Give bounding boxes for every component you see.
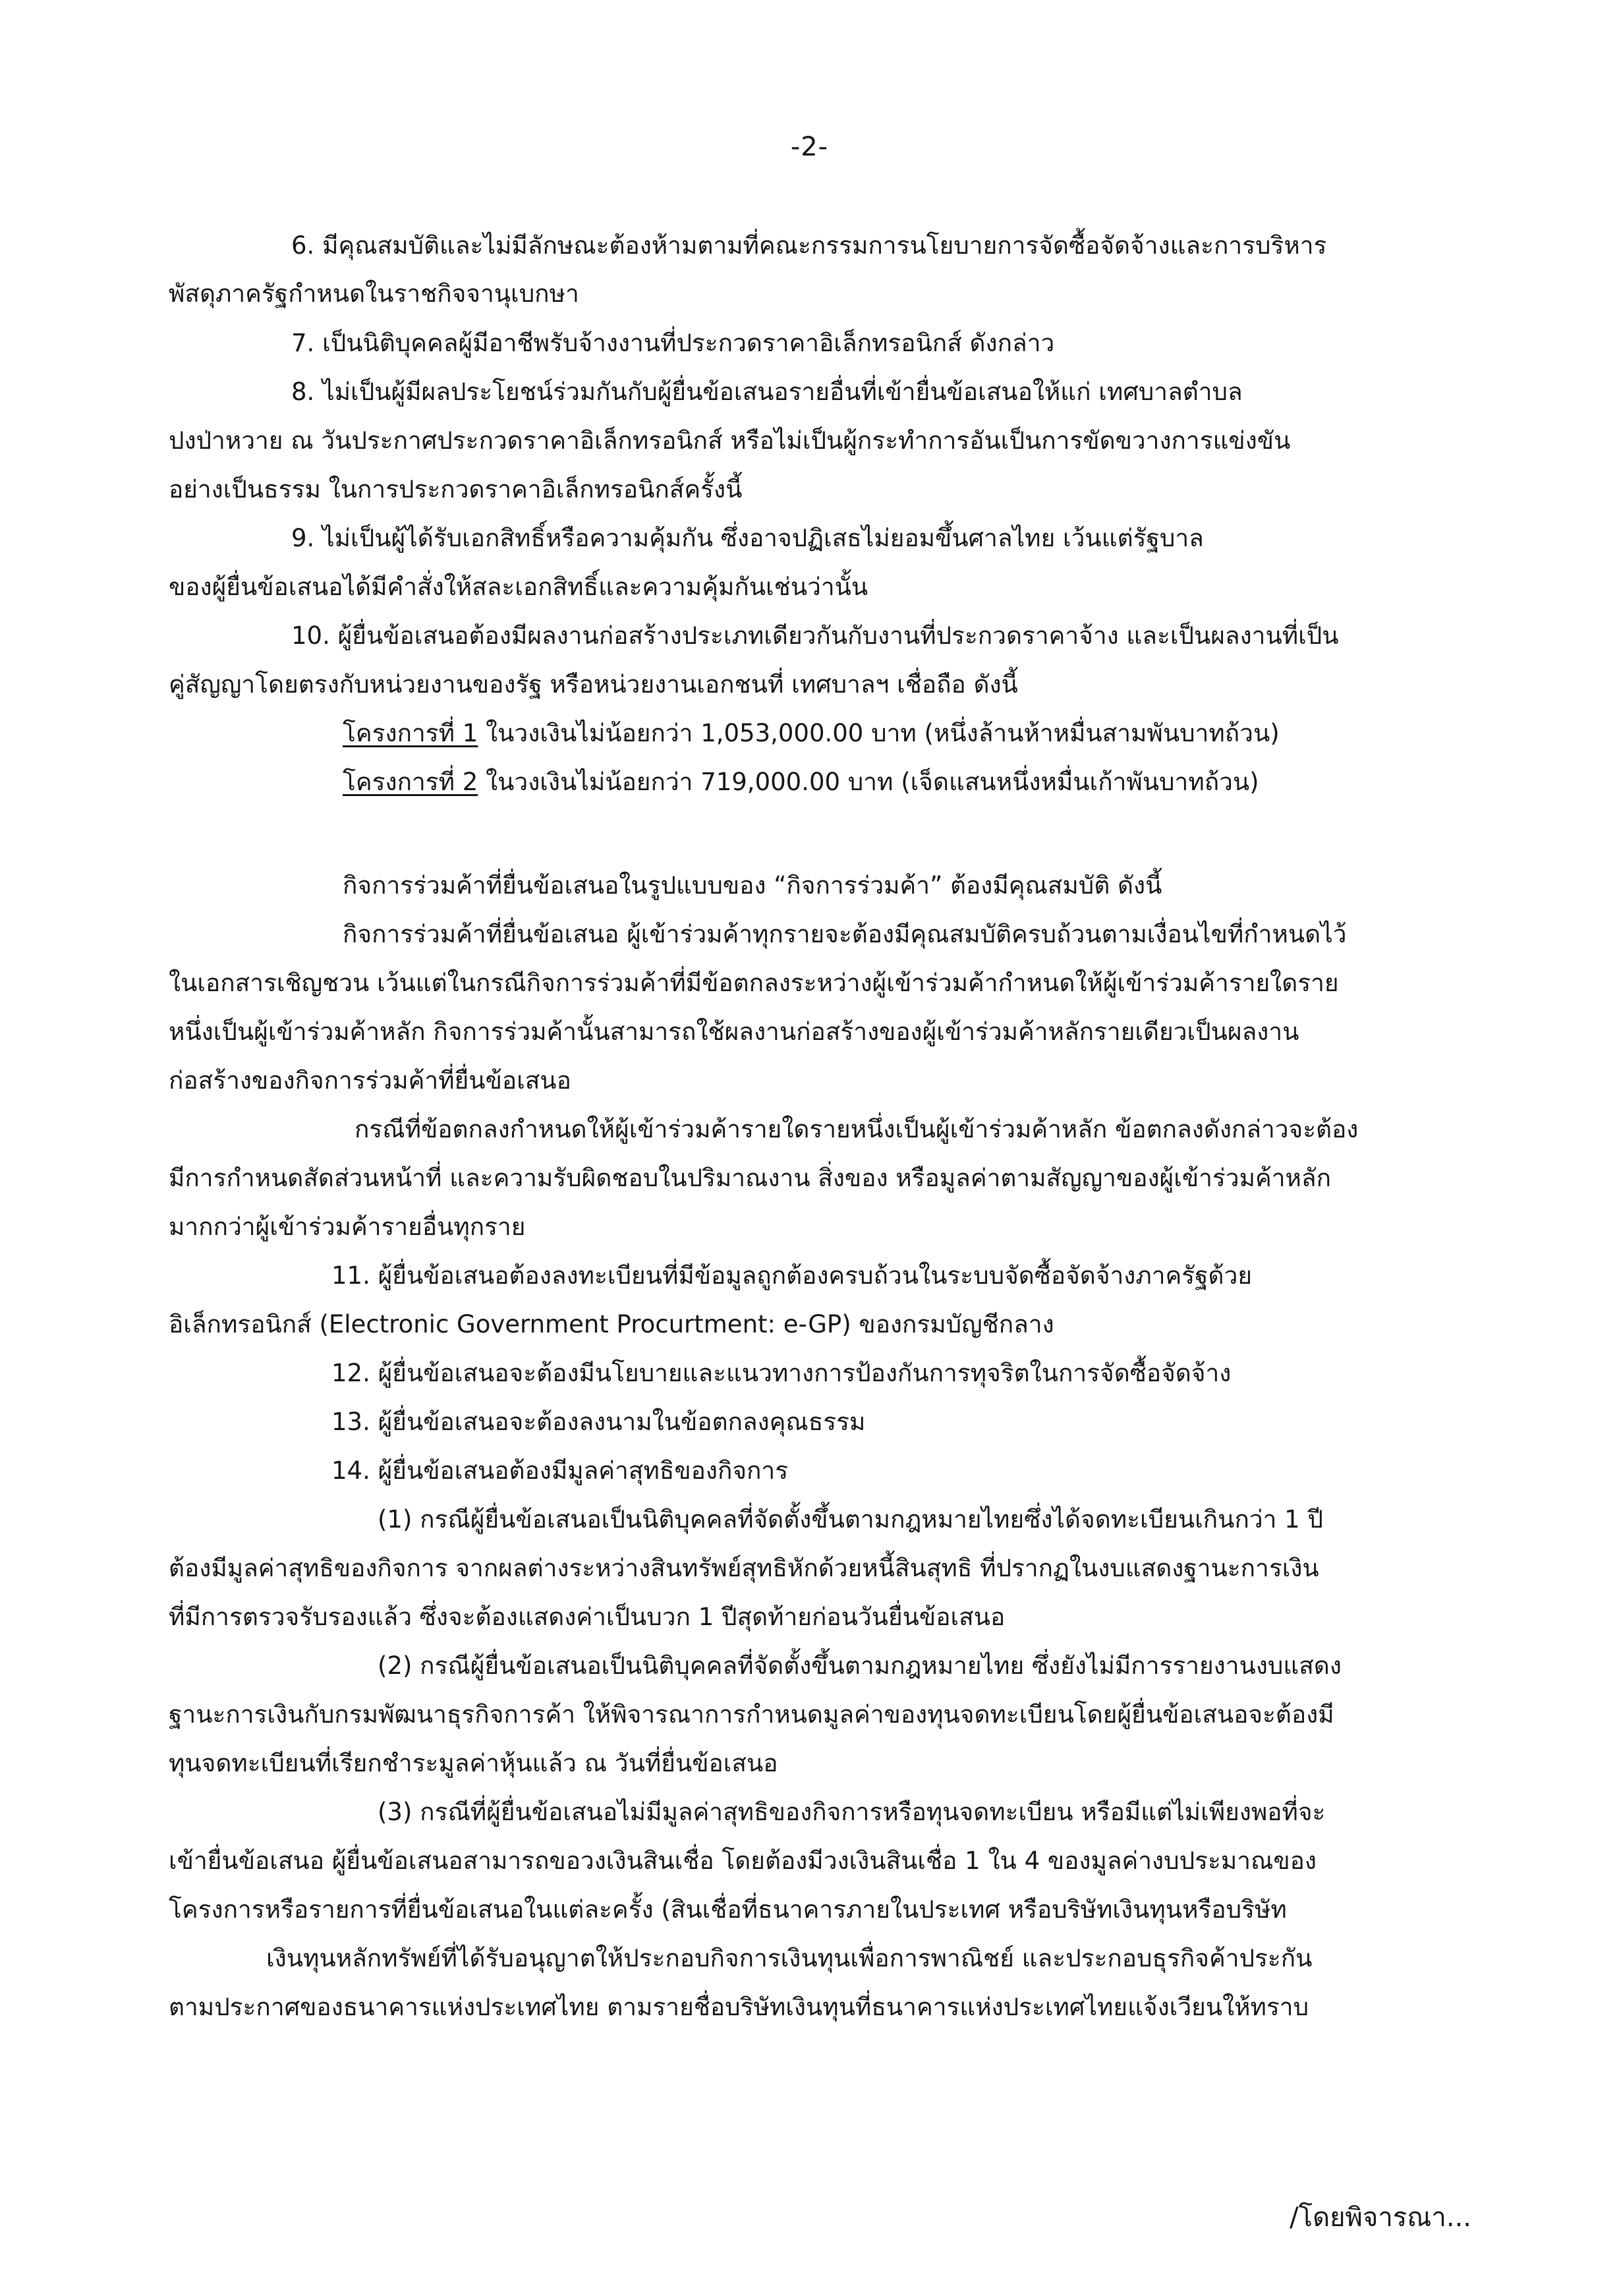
item-14-sub-3-line-2: เข้ายื่นข้อเสนอ ผู้ยื่นข้อเสนอสามารถขอวงเงินสินเชื่อ โดยต้องมีวงเงินสินเชื่อ 1 ใน 4 ของมูลค่างบประมาณของ bbox=[169, 1847, 1317, 1875]
project-2-label: โครงการที่ 2 bbox=[343, 768, 478, 796]
item-14-sub-3-line-3: โครงการหรือรายการที่ยื่นข้อเสนอในแต่ละครั้ง (สินเชื่อที่ธนาคารภายในประเทศ หรือบริษัทเงินทุนหรือบริษัท bbox=[169, 1895, 1287, 1924]
item-6-line-2: พัสดุภาครัฐกำหนดในราชกิจจานุเบกษา bbox=[169, 279, 579, 308]
item-14-sub-3-line-5: ตามประกาศของธนาคารแห่งประเทศไทย ตามรายชื่อบริษัทเงินทุนที่ธนาคารแห่งประเทศไทยแจ้งเวียนให้ทราบ bbox=[169, 1993, 1309, 2021]
item-11-line-2: อิเล็กทรอนิกส์ (Electronic Government Procurtment: e-GP) ของกรมบัญชีกลาง bbox=[169, 1310, 1054, 1338]
joint-venture-para-2-line-1: กรณีที่ข้อตกลงกำหนดให้ผู้เข้าร่วมค้ารายใดรายหนึ่งเป็นผู้เข้าร่วมค้าหลัก ข้อตกลงดังกล่าวจะต้อง bbox=[355, 1115, 1359, 1143]
project-2-line bbox=[343, 770, 1259, 794]
item-6-line-1: 6. มีคุณสมบัติและไม่มีลักษณะต้องห้ามตามที่คณะกรรมการนโยบายการจัดซื้อจัดจ้างและการบริหาร bbox=[291, 231, 1327, 260]
project-1-line bbox=[343, 721, 1280, 745]
joint-venture-intro: กิจการร่วมค้าที่ยื่นข้อเสนอในรูปแบบของ “กิจการร่วมค้า” ต้องมีคุณสมบัติ ดังนี้ bbox=[343, 871, 1162, 900]
joint-venture-para-1-line-1: กิจการร่วมค้าที่ยื่นข้อเสนอ ผู้เข้าร่วมค้าทุกรายจะต้องมีคุณสมบัติครบถ้วนตามเงื่อนไขที่กำหนดไว้ bbox=[343, 920, 1347, 948]
item-8-line-2: ปงป่าหวาย ณ วันประกาศประกวดราคาอิเล็กทรอนิกส์ หรือไม่เป็นผู้กระทำการอันเป็นการขัดขวางการแข่งขัน bbox=[169, 426, 1291, 455]
item-13-line-1: 13. ผู้ยื่นข้อเสนอจะต้องลงนามในข้อตกลงคุณธรรม bbox=[331, 1408, 866, 1436]
joint-venture-para-1-line-2: ในเอกสารเชิญชวน เว้นแต่ในกรณีกิจการร่วมค้าที่มีข้อตกลงระหว่างผู้เข้าร่วมค้ากำหนดให้ผู้เข้าร่วมค้ารายใดราย bbox=[169, 969, 1339, 997]
item-7-line-1: 7. เป็นนิติบุคคลผู้มีอาชีพรับจ้างงานที่ประกวดราคาอิเล็กทรอนิกส์ ดังกล่าว bbox=[291, 329, 1055, 357]
item-14-sub-2-line-1: (2) กรณีผู้ยื่นข้อเสนอเป็นนิติบุคคลที่จัดตั้งขึ้นตามกฎหมายไทย ซึ่งยังไม่มีการรายงานงบแสดง bbox=[378, 1651, 1342, 1680]
joint-venture-para-1-line-3: หนึ่งเป็นผู้เข้าร่วมค้าหลัก กิจการร่วมค้านั้นสามารถใช้ผลงานก่อสร้างของผู้เข้าร่วมค้าหลักรายเดียวเป็นผลงาน bbox=[169, 1018, 1299, 1046]
item-14-sub-3-line-1: (3) กรณีที่ผู้ยื่นข้อเสนอไม่มีมูลค่าสุทธิของกิจการหรือทุนจดทะเบียน หรือมีแต่ไม่เพียงพอที่จะ bbox=[378, 1798, 1326, 1826]
item-8-line-3: อย่างเป็นธรรม ในการประกวดราคาอิเล็กทรอนิกส์ครั้งนี้ bbox=[169, 475, 743, 503]
item-11-line-1: 11. ผู้ยื่นข้อเสนอต้องลงทะเบียนที่มีข้อมูลถูกต้องครบถ้วนในระบบจัดซื้อจัดจ้างภาครัฐด้วย bbox=[331, 1261, 1253, 1290]
item-9-line-1: 9. ไม่เป็นผู้ได้รับเอกสิทธิ์หรือความคุ้มกัน ซึ่งอาจปฏิเสธไม่ยอมขึ้นศาลไทย เว้นแต่รัฐบาล bbox=[291, 524, 1204, 552]
item-12-line-1: 12. ผู้ยื่นข้อเสนอจะต้องมีนโยบายและแนวทางการป้องกันการทุจริตในการจัดซื้อจัดจ้าง bbox=[331, 1359, 1232, 1387]
item-14-sub-1-line-2: ต้องมีมูลค่าสุทธิของกิจการ จากผลต่างระหว่างสินทรัพย์สุทธิหักด้วยหนี้สินสุทธิ ที่ปรากฏในงบแสดงฐานะการเงิน bbox=[169, 1554, 1319, 1582]
joint-venture-para-2-line-2: มีการกำหนดสัดส่วนหน้าที่ และความรับผิดชอบในปริมาณงาน สิ่งของ หรือมูลค่าตามสัญญาของผู้เข้าร่วมค้าหลัก bbox=[169, 1164, 1331, 1192]
joint-venture-para-2-line-3: มากกว่าผู้เข้าร่วมค้ารายอื่นทุกราย bbox=[169, 1213, 526, 1241]
item-10-line-1: 10. ผู้ยื่นข้อเสนอต้องมีผลงานก่อสร้างประเภทเดียวกันกับงานที่ประกวดราคาจ้าง และเป็นผลงานที่เป็น bbox=[291, 621, 1339, 650]
item-14-line-1: 14. ผู้ยื่นข้อเสนอต้องมีมูลค่าสุทธิของกิจการ bbox=[331, 1456, 789, 1485]
item-8-line-1: 8. ไม่เป็นผู้มีผลประโยชน์ร่วมกันกับผู้ยื่นข้อเสนอรายอื่นที่เข้ายื่นข้อเสนอให้แก่ เทศบาลตำบล bbox=[291, 378, 1243, 406]
item-14-sub-2-line-3: ทุนจดทะเบียนที่เรียกชำระมูลค่าหุ้นแล้ว ณ วันที่ยื่นข้อเสนอ bbox=[169, 1749, 778, 1777]
joint-venture-para-1-line-4: ก่อสร้างของกิจการร่วมค้าที่ยื่นข้อเสนอ bbox=[169, 1066, 571, 1095]
item-10-line-2: คู่สัญญาโดยตรงกับหน่วยงานของรัฐ หรือหน่วยงานเอกชนที่ เทศบาลฯ เชื่อถือ ดังนี้ bbox=[169, 670, 1018, 699]
item-9-line-2: ของผู้ยื่นข้อเสนอได้มีคำสั่งให้สละเอกสิทธิ์และความคุ้มกันเช่นว่านั้น bbox=[169, 573, 868, 601]
project-1-amount: ในวงเงินไม่น้อยกว่า 1,053,000.00 บาท (หนึ่งล้านห้าหมื่นสามพันบาทถ้วน) bbox=[478, 719, 1280, 747]
project-2-amount: ในวงเงินไม่น้อยกว่า 719,000.00 บาท (เจ็ดแสนหนึ่งหมื่นเก้าพันบาทถ้วน) bbox=[478, 768, 1259, 796]
continuation-note: /โดยพิจารณา... bbox=[1290, 2202, 1471, 2233]
project-1-label: โครงการที่ 1 bbox=[343, 719, 478, 747]
item-14-sub-3-line-4: เงินทุนหลักทรัพย์ที่ได้รับอนุญาตให้ประกอบกิจการเงินทุนเพื่อการพาณิชย์ และประกอบธุรกิจค้าประกัน bbox=[266, 1944, 1313, 1972]
item-14-sub-2-line-2: ฐานะการเงินกับกรมพัฒนาธุรกิจการค้า ให้พิจารณาการกำหนดมูลค่าของทุนจดทะเบียนโดยผู้ยื่นข้อเสนอจะต้องมี bbox=[169, 1700, 1334, 1729]
item-14-sub-1-line-3: ที่มีการตรวจรับรองแล้ว ซึ่งจะต้องแสดงค่าเป็นบวก 1 ปีสุดท้ายก่อนวันยื่นข้อเสนอ bbox=[169, 1603, 1006, 1631]
page-number: -2- bbox=[790, 132, 829, 162]
item-14-sub-1-line-1: (1) กรณีผู้ยื่นข้อเสนอเป็นนิติบุคคลที่จัดตั้งขึ้นตามกฎหมายไทยซึ่งได้จดทะเบียนเกินกว่า 1 ปี bbox=[378, 1505, 1323, 1534]
